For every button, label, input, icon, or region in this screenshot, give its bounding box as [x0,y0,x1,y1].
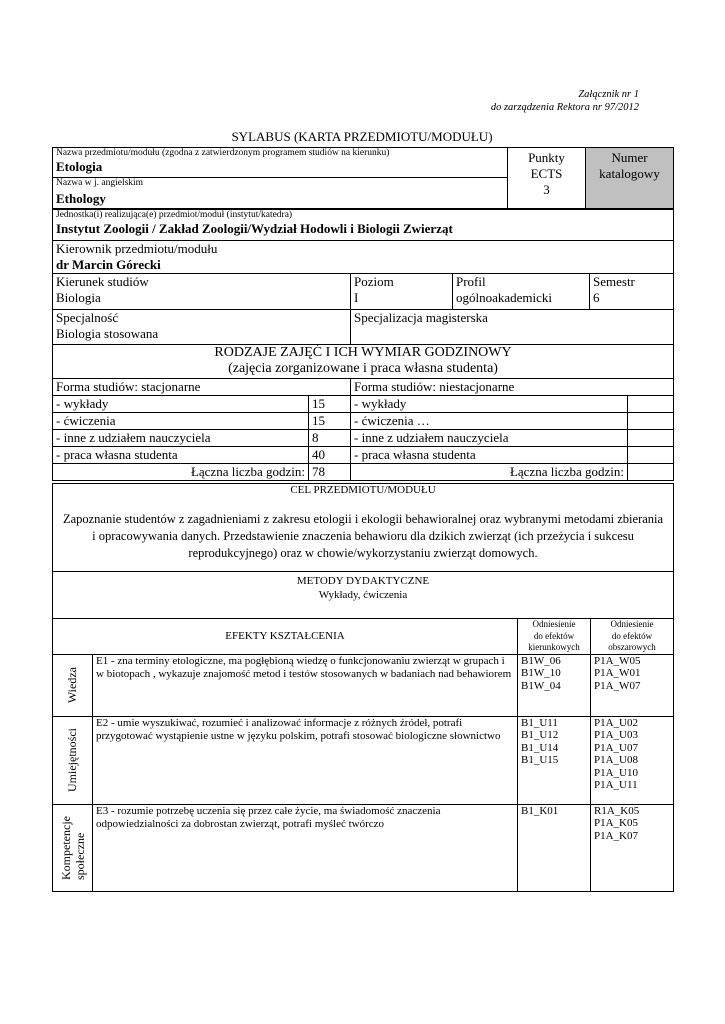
total-n-label: Łączna liczba godzin: [351,464,628,481]
attachment-note: Załącznik nr 1 [578,89,639,100]
col-dir-l3: kierunkowych [528,642,580,652]
category-knowledge: Wiedza [65,666,79,704]
dir-ref: B1_U12 [521,729,559,741]
semester-value: 6 [593,290,600,305]
category-social-l2: społeczne [72,832,87,880]
total-n-value [628,464,674,481]
profile-label: Profil [456,274,486,289]
hours-table [52,344,674,481]
level-label: Poziom [354,274,394,289]
english-name-label: Nazwa w j. angielskim [56,178,144,188]
hours-n-label: - wykłady [351,396,628,413]
dir-refs-e3 [518,804,591,891]
hours-s-value: 40 [309,447,351,464]
dir-ref: B1W_04 [521,679,561,692]
part-time-label: Forma studiów: niestacjonarne [351,379,674,396]
ects-cell [508,148,586,209]
category-social-cell [53,804,93,891]
dir-refs-e1 [518,654,591,716]
area-ref: P1A_W07 [594,679,641,692]
hours-s-label: - praca własna studenta [53,447,309,464]
field-value: Biologia [56,290,101,305]
catalog-label-1: Numer [611,150,648,165]
area-ref: P1A_U07 [594,741,639,754]
category-social-l1: Kompetencje [58,815,73,880]
hours-n-label: - praca własna studenta [351,447,628,464]
master-specialization-label: Specjalizacja magisterska [354,310,488,325]
total-s-label: Łączna liczba godzin: [53,464,309,481]
unit-name: Instytut Zoologii / Zakład Zoologii/Wydział Hodowli i Biologii Zwierząt [56,221,453,236]
course-info-table [52,147,674,209]
field-label: Kierunek studiów [56,274,149,289]
head-name: dr Marcin Górecki [56,257,161,272]
area-ref: P1A_U11 [594,779,638,791]
area-refs-e2 [591,716,674,804]
area-refs-e3 [591,804,674,891]
hours-title: RODZAJE ZAJĘĆ I ICH WYMIAR GODZINOWY [214,345,512,360]
hours-n-label: - ćwiczenia … [351,413,628,430]
goal-label: CEL PRZEDMIOTU/MODUŁU [290,484,436,496]
col-dir-l2: do efektów [533,630,575,641]
area-ref: P1A_K07 [594,829,639,842]
document-title: SYLABUS (KARTA PRZEDMIOTU/MODUŁU) [231,129,493,144]
area-ref: P1A_K05 [594,817,639,829]
dir-ref: B1W_10 [521,667,561,679]
dir-ref: B1_U11 [521,716,558,729]
category-knowledge-cell [53,654,93,716]
dir-ref: B1_K01 [521,804,559,817]
profile-value: ogólnoakademicki [456,290,553,305]
ects-value: 3 [543,182,550,197]
hours-s-value: 15 [309,396,351,413]
category-skills-cell [53,716,93,804]
stationary-label: Forma studiów: stacjonarne [53,379,351,396]
col-area-l1: Odniesienie [610,619,654,629]
area-ref: P1A_U02 [594,716,639,729]
dir-ref: B1_U14 [521,741,559,754]
hours-s-label: - inne z udziałem nauczyciela [53,430,309,447]
course-name: Etologia [56,159,103,174]
semester-label: Semestr [593,274,635,289]
regulation-note: do zarządzenia Rektora nr 97/2012 [490,102,639,113]
english-name: Ethology [56,191,106,206]
effect-e2: E2 - umie wyszukiwać, rozumieć i analizować informacje z różnych źródeł, potrafi przygotować wystąpienie ustne w języku polskim, potrafi stosować biologiczne słownictwo [93,716,518,804]
methods-text: Wykłady, ćwiczenia [318,589,408,601]
dir-ref: B1_U15 [521,754,559,766]
hours-s-value: 8 [309,430,351,447]
catalog-cell [586,148,674,209]
course-name-cell [53,148,508,178]
hours-n-value [628,413,674,430]
specialty-label: Specjalność [56,310,119,325]
effects-table [52,618,674,892]
goal-methods-table [52,483,674,619]
english-name-cell [53,178,508,209]
goal-text: Zapoznanie studentów z zagadnieniami z zakresu etologii i ekologii behawioralnej oraz wybranymi metodami zbierania i opracowywania danych. Przedstawienie znaczenia behawioru dla dzikich zwierząt (ich przeżycia i sukcesu reprodukcyjnego) oraz w chowie/wykorzystaniu zwierząt domowych. [62,512,664,560]
hours-n-value [628,396,674,413]
catalog-label-2: katalogowy [599,166,660,181]
area-ref: P1A_U03 [594,729,639,741]
area-ref: P1A_U10 [594,766,639,779]
area-ref: P1A_W01 [594,667,641,679]
level-value: I [354,290,359,305]
effect-e1: E1 - zna terminy etologiczne, ma pogłębioną wiedzę o funkcjonowaniu zwierząt w grupach i w biotopach , wykazuje znajomość metod i testów stosowanych w badaniach nad behawiorem [93,654,518,716]
category-skills: Umiejętności [65,728,79,792]
area-ref: P1A_W05 [594,654,641,667]
area-refs-e1 [591,654,674,716]
col-dir-l1: Odniesienie [532,619,576,629]
hours-s-label: - ćwiczenia [53,413,309,430]
hours-n-value [628,430,674,447]
col-area-l2: do efektów [611,630,653,641]
unit-label: Jednostka(i) realizująca(e) przedmiot/moduł (instytut/katedra) [56,210,293,220]
hours-s-value: 15 [309,413,351,430]
dir-refs-e2 [518,716,591,804]
specialty-value: Biologia stosowana [56,326,159,341]
area-ref: P1A_U08 [594,754,639,766]
course-name-label: Nazwa przedmiotu/modułu (zgodna z zatwierdzonym programem studiów na kierunku) [56,148,390,158]
col-area-l3: obszarowych [608,642,656,652]
effects-header: EFEKTY KSZTAŁCENIA [53,619,518,655]
course-details-table [52,209,674,345]
effect-e3: E3 - rozumie potrzebę uczenia się przez całe życie, ma świadomość znaczenia odpowiedzialności za dobrostan zwierząt, potrafi myśleć twórczo [93,804,518,891]
ects-label-2: ECTS [530,166,563,181]
methods-label: METODY DYDAKTYCZNE [296,575,430,587]
area-ref: R1A_K05 [594,804,640,817]
hours-subtitle: (zajęcia zorganizowane i praca własna studenta) [228,361,498,376]
hours-n-label: - inne z udziałem nauczyciela [351,430,628,447]
dir-ref: B1W_06 [521,654,561,667]
hours-s-label: - wykłady [53,396,309,413]
ects-label-1: Punkty [528,150,565,165]
total-s-value: 78 [309,464,351,481]
hours-n-value [628,447,674,464]
head-label: Kierownik przedmiotu/modułu [56,241,218,256]
